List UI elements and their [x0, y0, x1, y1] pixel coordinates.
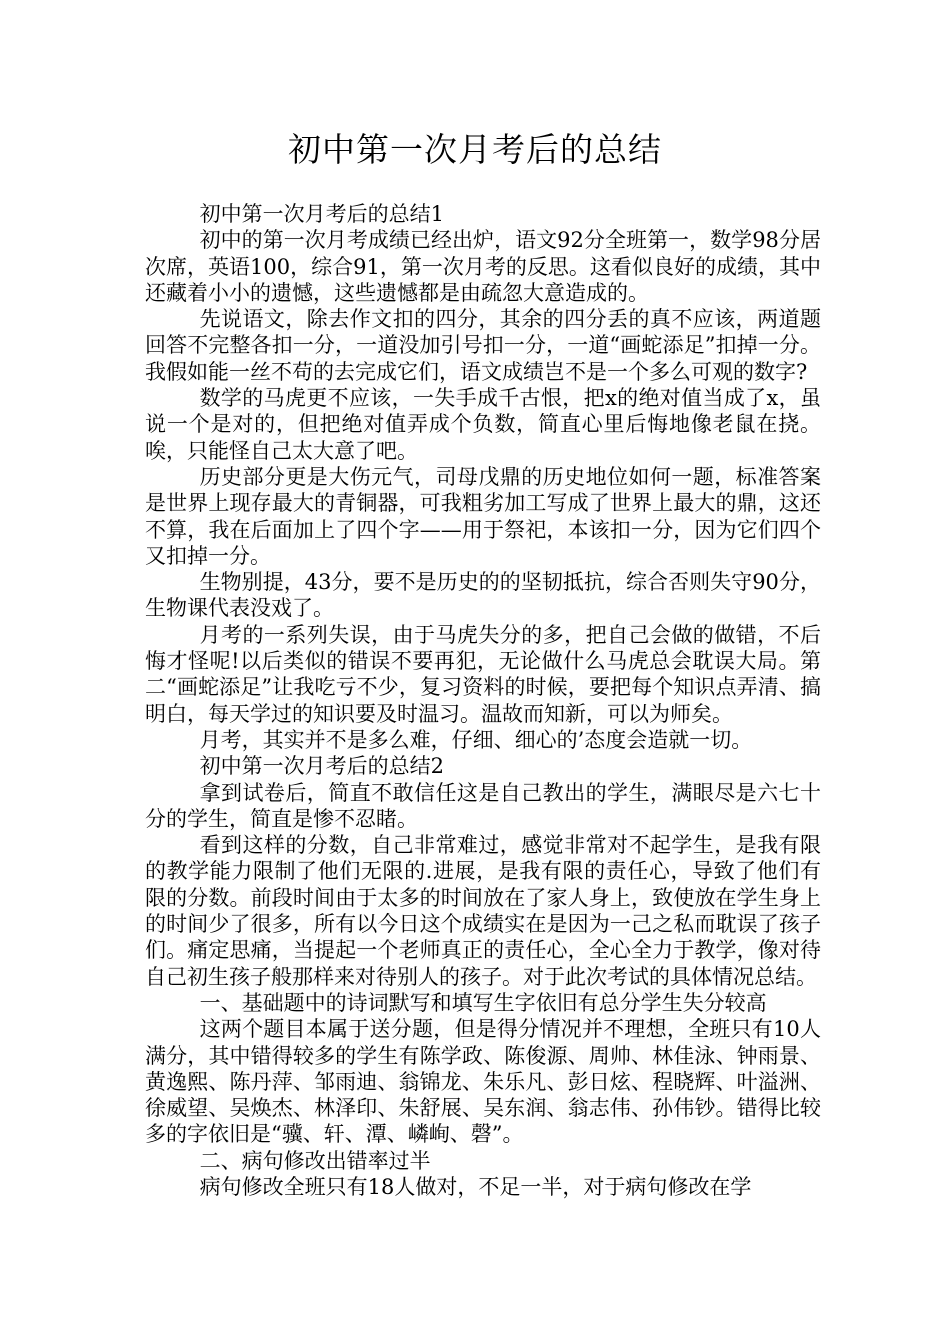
paragraph: 历史部分更是大伤元气，司母戊鼎的历史地位如何一题，标准答案是世界上现存最大的青铜器，可我粗劣加工写成了世界上最大的鼎，这还不算，我在后面加上了四个字——用于祭祀，本该扣一分，因为它们四个又扣掉一分。 [145, 464, 821, 568]
section-heading-1: 初中第一次月考后的总结1 [199, 202, 444, 226]
document-title: 初中第一次月考后的总结 [288, 130, 662, 169]
paragraph: 病句修改全班只有18人做对，不足一半，对于病句修改在学 [199, 1174, 752, 1199]
document-body [145, 201, 821, 1200]
paragraph: 月考，其实并不是多么难，仔细、细心的’态度会造就一切。 [199, 727, 753, 752]
paragraph: 数学的马虎更不应该，一失手成千古恨，把x的绝对值当成了x，虽说一个是对的，但把绝对值弄成个负数，简直心里后悔地像老鼠在挠。唉，只能怪自己太大意了吧。 [145, 386, 821, 463]
subheading-2: 二、病句修改出错率过半 [199, 1148, 431, 1173]
section-heading-2: 初中第一次月考后的总结2 [199, 754, 444, 779]
paragraph: 初中的第一次月考成绩已经出炉，语文92分全班第一，数学98分居次席，英语100，综合91，第一次月考的反思。这看似良好的成绩，其中还藏着小小的遗憾，这些遗憾都是由疏忽大意造成的。 [145, 228, 821, 305]
paragraph: 这两个题目本属于送分题，但是得分情况并不理想，全班只有10人满分，其中错得较多的学生有陈学政、陈俊源、周帅、林佳泳、钟雨景、黄逸熙、陈丹萍、邹雨迪、翁锦龙、朱乐凡、彭日炫、程晓辉、叶溢洲、徐威望、吴焕杰、林泽印、朱舒展、吴东润、翁志伟、孙伟钞。错得比较多的字依旧是“骥、轩、潭、嶙峋、磬”。 [145, 1017, 821, 1147]
paragraph: 拿到试卷后，简直不敢信任这是自己教出的学生，满眼尽是六七十分的学生，简直是惨不忍睹。 [145, 780, 821, 831]
paragraph: 看到这样的分数，自己非常难过，感觉非常对不起学生，是我有限的教学能力限制了他们无限的.进展，是我有限的责任心，导致了他们有限的分数。前段时间由于太多的时间放在了家人身上，致使放在学生身上的时间少了很多，所有以今日这个成绩实在是因为一己之私而耽误了孩子们。痛定思痛，当提起一个老师真正的责任心，全心全力于教学，像对待自己初生孩子般那样来对待别人的孩子。对于此次考试的具体情况总结。 [145, 833, 821, 989]
paragraph: 先说语文，除去作文扣的四分，其余的四分丢的真不应该，两道题回答不完整各扣一分，一道没加引号扣一分，一道“画蛇添足”扣掉一分。我假如能一丝不苟的去完成它们，语文成绩岂不是一个多么可观的数字? [145, 307, 821, 384]
paragraph: 生物别提，43分，要不是历史的的坚韧抵抗，综合否则失守90分，生物课代表没戏了。 [145, 570, 821, 621]
subheading-1: 一、基础题中的诗词默写和填写生字依旧有总分学生失分较高 [199, 990, 767, 1015]
paragraph: 月考的一系列失误，由于马虎失分的多，把自己会做的做错，不后悔才怪呢!以后类似的错误不要再犯，无论做什么马虎总会耽误大局。第二“画蛇添足”让我吃亏不少，复习资料的时候，要把每个知识点弄清、搞明白，每天学过的知识要及时温习。温故而知新，可以为师矣。 [145, 622, 821, 726]
